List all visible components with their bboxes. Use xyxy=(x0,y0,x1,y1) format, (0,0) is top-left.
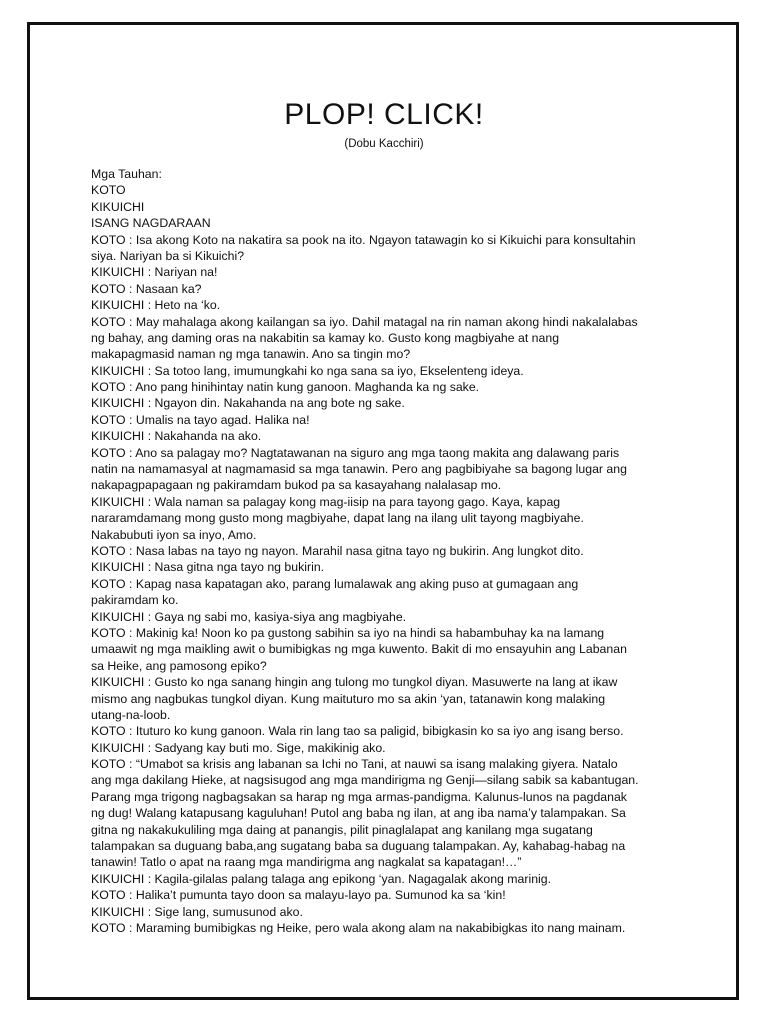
script-line: KIKUICHI xyxy=(91,199,145,214)
script-line: KIKUICHI : Heto na ‘ko. xyxy=(91,298,221,313)
script-line: Nakabubuti iyon sa inyo, Amo. xyxy=(91,527,257,542)
script-line: KOTO : “Umabot sa krisis ang labanan sa Ichi no Tani, at nauwi sa isang malaking giyera. Natalo xyxy=(91,757,618,772)
script-line: KOTO : Makinig ka! Noon ko pa gustong sabihin sa iyo na hindi sa habambuhay ka na lamang xyxy=(91,625,605,640)
script-line: tanawin! Tatlo o apat na raang mga mandirigma ang nagkalat sa kapatagan!…” xyxy=(91,855,522,870)
document-subtitle: (Dobu Kacchiri) xyxy=(344,138,424,150)
script-line: Mga Tauhan: xyxy=(91,167,162,181)
script-line: makapagmasid naman ng mga tanawin. Ano sa tingin mo? xyxy=(91,347,411,362)
script-line: sa Heike, ang pamosong epiko? xyxy=(91,658,267,673)
script-line: KIKUICHI : Kagila-gilalas palang talaga ang epikong ‘yan. Nagagalak akong marinig. xyxy=(91,871,552,886)
script-line: KOTO : Ano pang hinihintay natin kung ganoon. Maghanda ka ng sake. xyxy=(91,380,480,395)
script-line: KOTO : Maraming bumibigkas ng Heike, pero wala akong alam na nakabibigkas ito nang mainam. xyxy=(91,920,626,935)
script-line: Parang mga trigong nagbagsakan sa harap ng mga armas-pandigma. Kalunus-lunos na pagdanak xyxy=(91,789,627,804)
script-line: natin na namamasyal at nagmamasid sa mga tanawin. Pero ang pagbibiyahe sa bagong lugar ang xyxy=(91,462,627,477)
script-line: ng bahay, ang daming oras na nakabitin sa kamay ko. Gusto kong magbiyahe at nang xyxy=(91,330,560,345)
script-line: umaawit ng mga maikling awit o bumibigkas ng mga kuwento. Bakit di mo ensayuhin ang Labanan xyxy=(91,642,627,657)
script-line: KOTO : Isa akong Koto na nakatira sa pook na ito. Ngayon tatawagin ko si Kikuichi para konsultahin xyxy=(91,232,636,247)
script-line: gitna ng nakakukuliling mga daing at panangis, pilit pinaglalapat ang kanilang mga sugatang xyxy=(91,822,593,837)
script-line: talampakan sa duguang baba,ang sugatang baba sa duguang talampakan. Ay, kahabag-habag na xyxy=(91,839,626,854)
script-line: KIKUICHI : Nakahanda na ako. xyxy=(91,429,262,444)
script-line: pakiramdam ko. xyxy=(91,593,179,608)
script-line: KIKUICHI : Wala naman sa palagay kong mag-iisip na para tayong gago. Kaya, kapag xyxy=(91,494,561,509)
script-line: KIKUICHI : Ngayon din. Nakahanda na ang bote ng sake. xyxy=(91,396,405,411)
script-line: KOTO : Nasaan ka? xyxy=(91,281,202,296)
script-line: nakapagpapagaan ng pakiramdam bukod pa sa kasayahang nalalasap mo. xyxy=(91,478,502,493)
script-line: KOTO : Nasa labas na tayo ng nayon. Marahil nasa gitna tayo ng bukirin. Ang lungkot dito. xyxy=(91,543,584,558)
script-line: KIKUICHI : Sige lang, sumusunod ako. xyxy=(91,904,303,919)
script-line: nararamdamang mong gusto mong magbiyahe, dapat lang na ilang ulit tayong magbiyahe. xyxy=(91,511,584,526)
script-line: ang mga dakilang Hieke, at nagsisugod ang mga mandirigma ng Genji—silang sabik sa kabantugan. xyxy=(91,773,639,788)
script-line: KOTO : Ituturo ko kung ganoon. Wala rin lang tao sa paligid, bibigkasin ko sa iyo ang isang berso. xyxy=(91,724,624,739)
document-title: PLOP! CLICK! xyxy=(284,98,484,131)
script-line: siya. Nariyan ba si Kikuichi? xyxy=(91,248,245,263)
script-line: KIKUICHI : Gaya ng sabi mo, kasiya-siya ang magbiyahe. xyxy=(91,609,407,624)
script-line: utang-na-loob. xyxy=(91,707,171,722)
script-line: KOTO xyxy=(91,183,126,198)
script-line: KOTO : May mahalaga akong kailangan sa iyo. Dahil matagal na rin naman akong hindi nakalalabas xyxy=(91,314,638,329)
script-line: mismo ang nagbukas tungkol diyan. Kung maituturo mo sa akin ‘yan, tatanawin kong malaking xyxy=(91,691,606,706)
script-line: KOTO : Kapag nasa kapatagan ako, parang lumalawak ang aking puso at gumagaan ang xyxy=(91,576,579,591)
script-line: ISANG NAGDARAAN xyxy=(91,216,211,231)
script-line: KIKUICHI : Sadyang kay buti mo. Sige, makikinig ako. xyxy=(91,740,386,755)
script-line: KOTO : Halika’t pumunta tayo doon sa malayu-layo pa. Sumunod ka sa ‘kin! xyxy=(91,888,506,903)
script-line: KIKUICHI : Gusto ko nga sanang hingin ang tulong mo tungkol diyan. Masuwerte na lang at ikaw xyxy=(91,675,618,690)
script-line: KIKUICHI : Sa totoo lang, imumungkahi ko nga sana sa iyo, Ekselenteng ideya. xyxy=(91,363,524,378)
script-line: KIKUICHI : Nariyan na! xyxy=(91,265,218,280)
script-line: KIKUICHI : Nasa gitna nga tayo ng bukirin. xyxy=(91,560,325,575)
script-line: KOTO : Umalis na tayo agad. Halika na! xyxy=(91,412,310,427)
script-line: ng dug! Walang katapusang kaguluhan! Putol ang baba ng ilan, at ang iba nama’y talampakan. Sa xyxy=(91,806,626,821)
script-line: KOTO : Ano sa palagay mo? Nagtatawanan na siguro ang mga taong makita ang dalawang paris xyxy=(91,445,620,460)
document-body xyxy=(91,166,691,936)
